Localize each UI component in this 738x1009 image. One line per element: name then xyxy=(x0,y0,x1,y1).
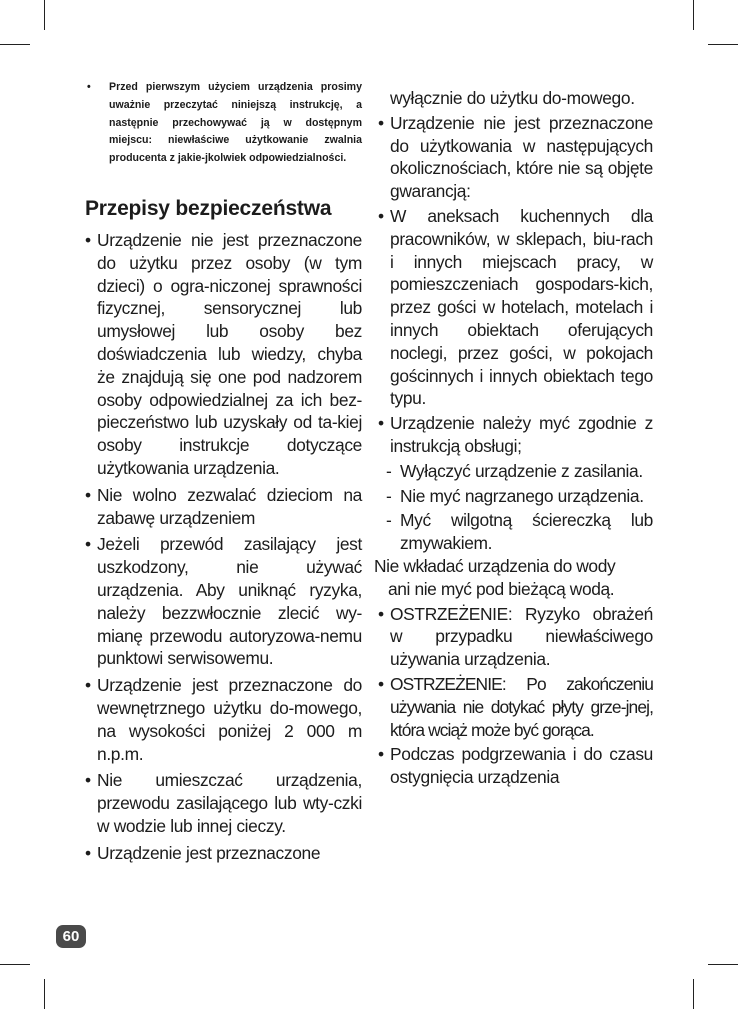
left-list xyxy=(85,229,362,865)
list-item xyxy=(378,412,653,458)
crop-mark xyxy=(44,979,45,1009)
list-item xyxy=(85,842,362,865)
list-item-text: Urządzenie jest przeznaczone xyxy=(97,842,321,863)
list-item-text: Jeżeli przewód zasilający jest uszkodzony, nie używać urządzenia. Aby uniknąć ryzyka, należy bezzwłocznie zlecić wy-mianę przewodu autoryzowa-nemu punktowi serwisowemu. xyxy=(97,534,362,669)
bullet: • xyxy=(85,230,91,250)
sub-list-item-text: Myć wilgotną ściereczką lub zmywakiem. xyxy=(400,510,653,554)
list-item xyxy=(378,112,653,203)
crop-mark xyxy=(693,979,694,1009)
paragraph-line: ani nie myć pod bieżącą wodą. xyxy=(388,578,615,599)
list-item-continuation xyxy=(378,87,653,110)
list-item-text: Nie wolno zezwalać dzieciom na zabawę urządzeniem xyxy=(97,484,362,528)
crop-mark xyxy=(0,964,30,965)
list-item xyxy=(378,673,653,741)
bullet: • xyxy=(85,534,91,555)
crop-mark xyxy=(708,964,738,965)
crop-mark xyxy=(708,44,738,45)
list-item-text: Nie umieszczać urządzenia, przewodu zasilającego lub wty-czki w wodzie lub innej cieczy. xyxy=(97,770,362,836)
sub-list-item xyxy=(378,509,653,555)
bullet: • xyxy=(85,770,91,791)
list-item xyxy=(85,229,362,480)
intro-note xyxy=(85,79,362,168)
list-item xyxy=(85,769,362,837)
paragraph-line: Nie wkładać urządzenia do wody xyxy=(374,555,616,576)
list-item xyxy=(85,484,362,530)
bullet: • xyxy=(85,675,91,696)
list-item xyxy=(378,205,653,410)
list-item-text: OSTRZEŻENIE: Po zakończeniu używania nie dotykać płyty grze-jnej, która wciąż może być gorąca. xyxy=(390,673,653,740)
list-item-text: Podczas podgrzewania i do czasu ostygnięcia urządzenia xyxy=(390,744,653,788)
bullet: • xyxy=(378,413,384,434)
dash: - xyxy=(386,460,392,481)
paragraph xyxy=(374,555,653,601)
sub-list-item xyxy=(378,460,653,483)
bullet: • xyxy=(378,603,384,624)
bullet: • xyxy=(378,205,384,226)
bullet: • xyxy=(378,673,384,694)
intro-text: Przed pierwszym użyciem urządzenia prosimy uważnie przeczytać niniejszą instrukcję, a następnie przechowywać ją w dostępnym miejscu: niewłaściwe użytkowanie zwalnia producenta z jakie-jkolwiek odpowiedzialności. xyxy=(109,81,362,165)
list-item-text: Urządzenie należy myć zgodnie z instrukcją obsługi; xyxy=(390,413,653,456)
dash: - xyxy=(386,510,392,531)
bullet: • xyxy=(85,842,91,863)
sub-list-item xyxy=(378,485,653,508)
sub-list-item-text: Wyłączyć urządzenie z zasilania. xyxy=(400,460,643,481)
list-item-text: OSTRZEŻENIE: Ryzyko obrażeń w przypadku niewłaściwego używania urządzenia. xyxy=(390,603,653,670)
list-item xyxy=(85,533,362,670)
list-item xyxy=(85,674,362,765)
crop-mark xyxy=(0,44,30,45)
section-heading: Przepisy bezpieczeństwa xyxy=(85,197,332,220)
bullet: • xyxy=(85,484,91,505)
bullet: • xyxy=(87,81,91,93)
list-item xyxy=(378,603,653,671)
list-item-text: Urządzenie nie jest przeznaczone do użytku przez osoby (w tym dzieci) o ogra-niczonej sprawności fizycznej, sensorycznej lub umysłowej lub osoby bez doświadczenia lub wiedzy, chyba że znajdują się one pod nadzorem osoby odpowiedzialnej za ich bez-pieczeństwo lub uzyskały od ta-kiej osoby instrukcje dotyczące użytkowania urządzenia. xyxy=(97,230,362,478)
list-item xyxy=(378,743,653,789)
crop-mark xyxy=(693,0,694,30)
list-item-text: Urządzenie nie jest przeznaczone do użytkowania w następujących okolicznościach, które nie są objęte gwarancją: xyxy=(390,112,653,202)
list-item-text: W aneksach kuchennych dla pracowników, w sklepach, biu-rach i innych miejscach pracy, w pomieszczeniach gospodars-kich, przez gości w hotelach, motelach i innych obiektach oferujących noclegi, przez gości, w pokojach gościnnych i innych obiektach tego typu. xyxy=(390,205,653,409)
crop-mark xyxy=(44,0,45,30)
bullet: • xyxy=(378,112,384,133)
sub-list-item-text: Nie myć nagrzanego urządzenia. xyxy=(400,485,644,506)
list-item-text: wyłącznie do użytku do-mowego. xyxy=(390,88,635,108)
dash: - xyxy=(386,485,392,506)
page-number: 60 xyxy=(56,925,86,948)
bullet: • xyxy=(378,744,384,765)
list-item-text: Urządzenie jest przeznaczone do wewnętrznego użytku do-mowego, na wysokości poniżej 2 000 m n.p.m. xyxy=(97,675,362,764)
right-list xyxy=(374,87,653,789)
